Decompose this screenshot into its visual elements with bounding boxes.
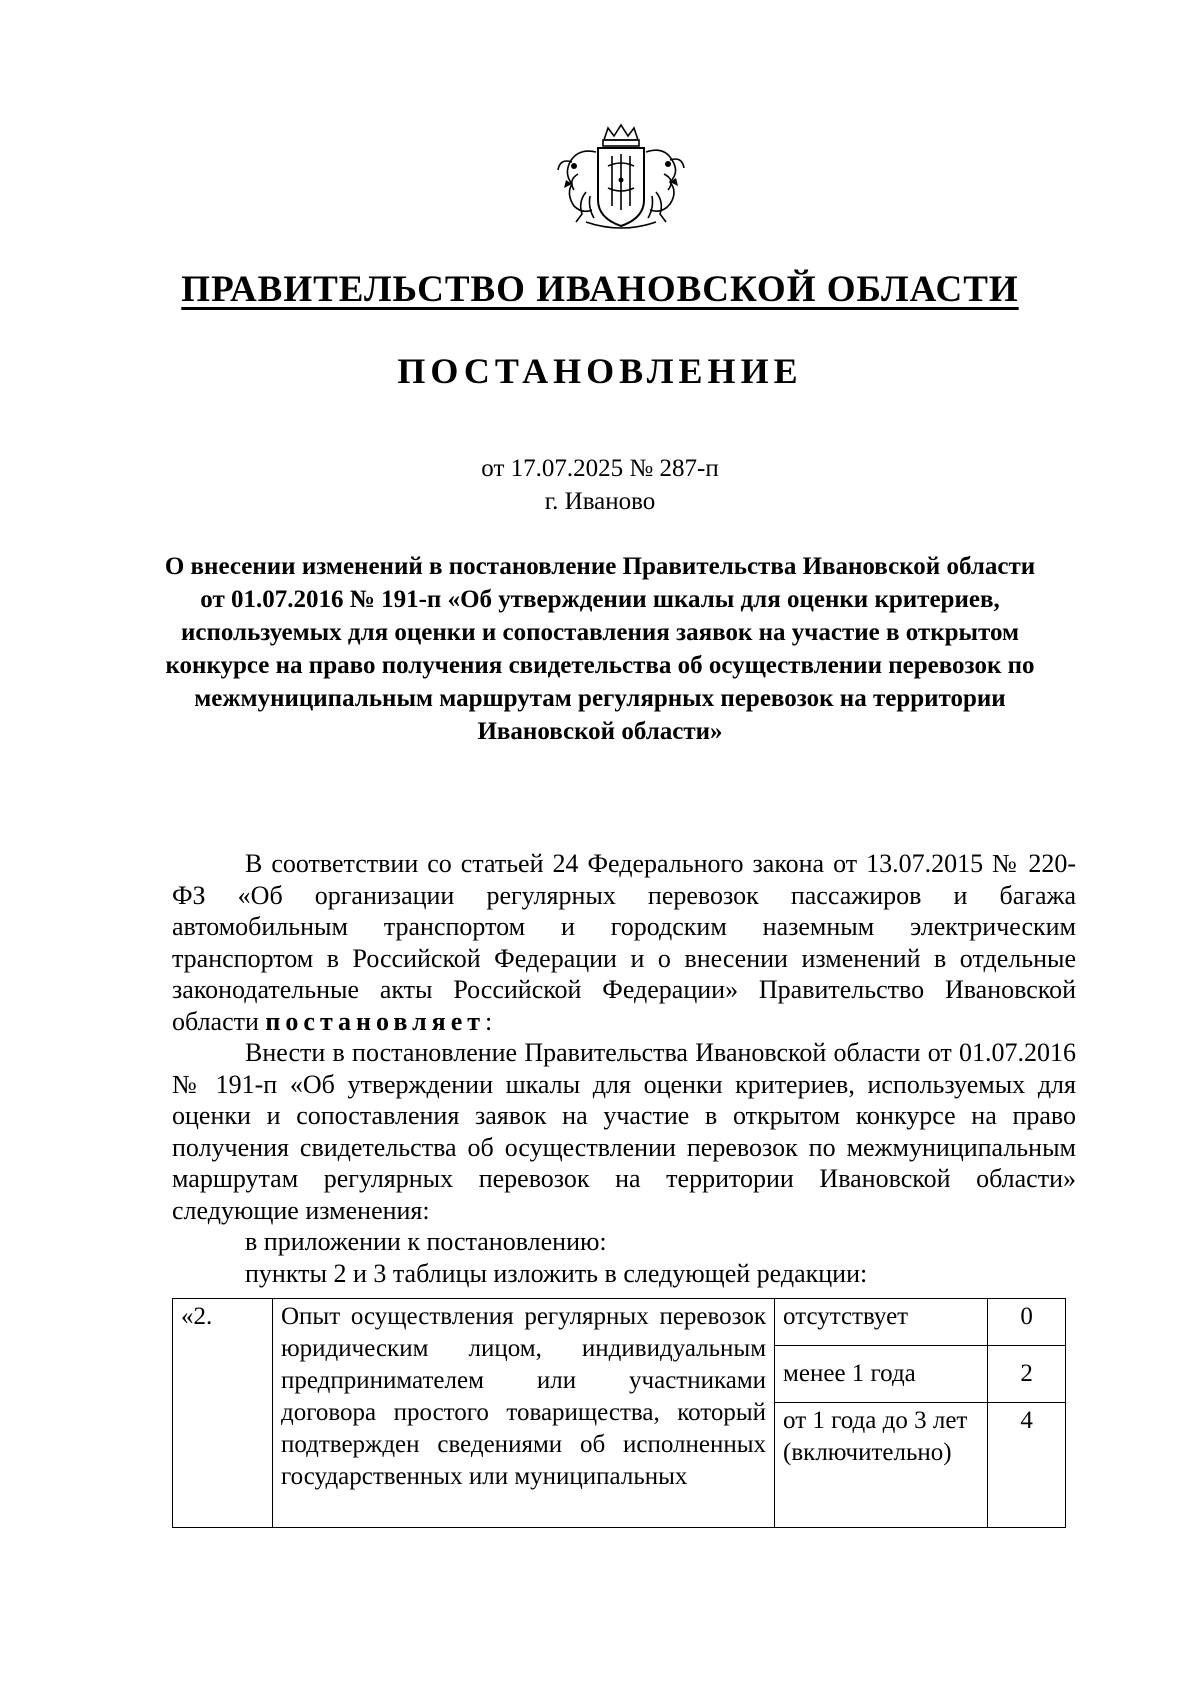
paragraph-amendment: Внести в постановление Правительства Ивановской области от 01.07.2016 № 191-п «Об утверждении шкалы для оценки критериев, используемых для оценки и сопоставления заявок на участие в открытом конкурсе на право получения свидетельства об осуществлении перевозок по межмуниципальным маршрутам регулярных перевозок на территории Ивановской области» следующие изменения: [172,1038,1076,1225]
document-body [172,848,1076,1289]
paragraph-appendix: в приложении к постановлению: [245,1227,607,1256]
criterion-description: Опыт осуществления регулярных перевозок юридическим лицом, индивидуальным предпринимателем или участниками договора простого товарищества, который подтвержден сведениями об исполненных государственных или муниципальных [273,1299,775,1528]
document-type: ПОСТАНОВЛЕНИЕ [397,351,803,391]
option-score: 2 [988,1346,1066,1403]
ivanovo-coat-of-arms-icon [556,122,686,234]
document-city: г. Иваново [544,488,656,515]
document-subject: О внесении изменений в постановление Правительства Ивановской области от 01.07.2016 № 191-п «Об утверждении шкалы для оценки критериев, используемых для оценки и сопоставления заявок на участие в открытом конкурсе на право получения свидетельства об осуществлении перевозок по межмуниципальным маршрутам регулярных перевозок на территории Ивановской области» [164,553,1036,745]
preamble-text: В соответствии со статьей 24 Федерального закона от 13.07.2015 № 220-ФЗ «Об организации регулярных перевозок пассажиров и багажа автомобильным транспортом и городским наземным электрическим транспортом в Российской Федерации и о внесении изменений в отдельные законодательные акты Российской Федерации» Правительство Ивановской области [172,849,1076,1036]
document-date-block [0,452,1200,518]
option-score: 0 [988,1299,1066,1346]
option-label: от 1 года до 3 лет (включительно) [775,1403,988,1528]
paragraph-preamble [172,848,1076,1037]
government-title [0,268,1200,311]
preamble-action: постановляет [265,1006,486,1036]
criteria-table [172,1298,1066,1528]
option-label: менее 1 года [775,1346,988,1403]
row-number: «2. [173,1299,273,1528]
coat-of-arms [556,122,686,234]
option-score: 4 [988,1403,1066,1528]
table-row [173,1299,1066,1346]
option-label: отсутствует [775,1299,988,1346]
government-title-text: ПРАВИТЕЛЬСТВО ИВАНОВСКОЙ ОБЛАСТИ [181,269,1019,310]
preamble-end: : [485,1006,493,1036]
document-date-number: от 17.07.2025 № 287-п [481,455,719,482]
paragraph-table-intro: пункты 2 и 3 таблицы изложить в следующей редакции: [245,1258,868,1288]
